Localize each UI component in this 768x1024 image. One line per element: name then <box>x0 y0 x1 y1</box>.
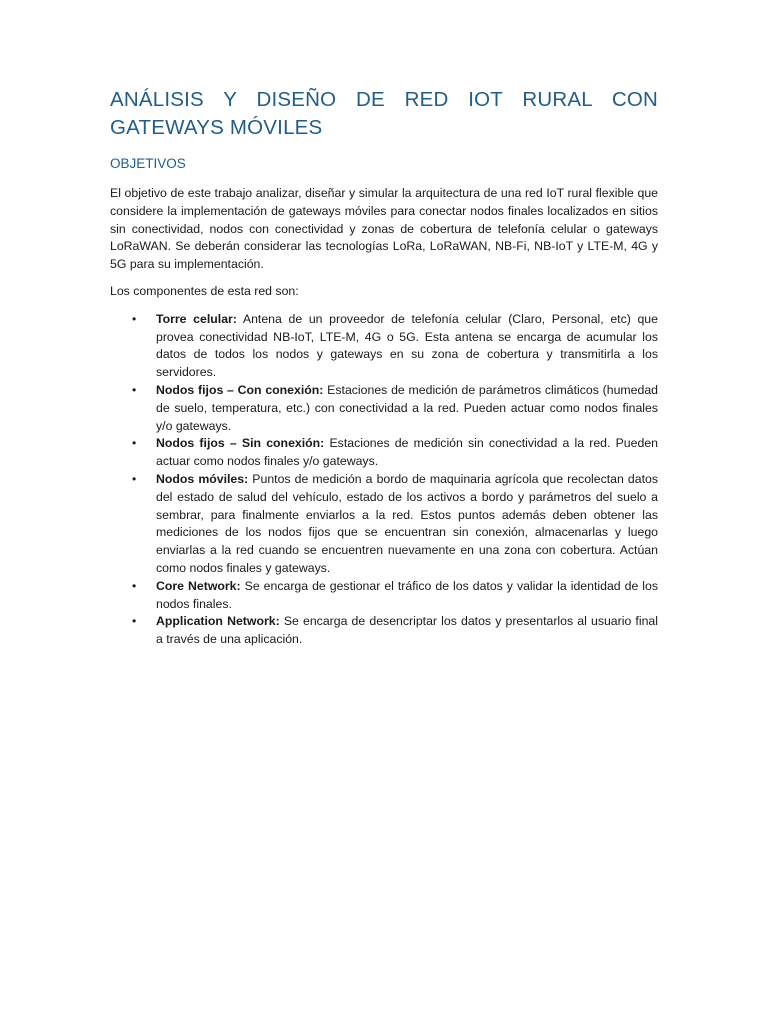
component-description: Se encarga de gestionar el tráfico de los datos y validar la identidad de los nodos finales. <box>156 578 659 611</box>
component-description: Antena de un proveedor de telefonía celular (Claro, Personal, etc) que provea conectividad NB-IoT, LTE-M, 4G o 5G. Esta antena se encarga de acumular los datos de todos los nodos y gateways en su zona de cobertura y transmitirla a los servidores. <box>156 311 658 380</box>
component-term: Nodos fijos – Con conexión: <box>156 382 324 397</box>
component-description: Puntos de medición a bordo de maquinaria agrícola que recolectan datos del estado de salud del vehículo, estado de los activos a bordo y parámetros del suelo a sembrar, para finalmente enviarlos a la red. Estos puntos además deben obtener las mediciones de los nodos fijos que se encuentran sin conexión, almacenarlas y luego enviarlas a la red cuando se encuentren nuevamente en una zona con cobertura. Actúan como nodos finales y gateways. <box>156 471 659 575</box>
list-item <box>132 311 658 382</box>
component-term: Application Network: <box>156 614 280 629</box>
list-item <box>132 578 659 614</box>
intro-paragraph: El objetivo de este trabajo analizar, diseñar y simular la arquitectura de una red IoT rural flexible que considere la implementación de gateways móviles para conectar nodos finales localizados en sitios sin conectividad, nodos con conectividad y zonas de cobertura de telefonía celular o gateways LoRaWAN. Se deberán considerar las tecnologías LoRa, LoRaWAN, NB-Fi, NB-IoT y LTE-M, 4G y 5G para su implementación. <box>110 186 658 272</box>
document-title: ANÁLISIS Y DISEÑO DE RED IOT RURAL CON GATEWAYS MÓVILES <box>110 88 658 139</box>
bullet-icon: • <box>132 471 137 486</box>
section-heading-objetivos: OBJETIVOS <box>110 156 186 171</box>
list-item <box>132 613 658 649</box>
list-item <box>132 382 659 435</box>
document-page <box>110 86 658 649</box>
list-item <box>132 471 659 578</box>
bullet-icon: • <box>132 382 137 397</box>
bullet-icon: • <box>132 578 137 593</box>
list-item <box>132 435 658 471</box>
component-description: Estaciones de medición sin conectividad a la red. Pueden actuar como nodos finales y/o gateways. <box>156 436 658 469</box>
components-list <box>110 311 658 649</box>
component-term: Nodos móviles: <box>156 471 249 486</box>
component-term: Nodos fijos – Sin conexión: <box>156 436 325 451</box>
bullet-icon: • <box>132 436 137 451</box>
bullet-icon: • <box>132 311 137 326</box>
bullet-icon: • <box>132 614 137 629</box>
component-term: Torre celular: <box>156 311 237 326</box>
component-term: Core Network: <box>156 578 241 593</box>
component-description: Se encarga de desencriptar los datos y presentarlos al usuario final a través de una aplicación. <box>156 614 658 647</box>
component-description: Estaciones de medición de parámetros climáticos (humedad de suelo, temperatura, etc.) con conectividad a la red. Pueden actuar como nodos finales y/o gateways. <box>156 382 659 433</box>
components-lead: Los componentes de esta red son: <box>110 283 299 298</box>
